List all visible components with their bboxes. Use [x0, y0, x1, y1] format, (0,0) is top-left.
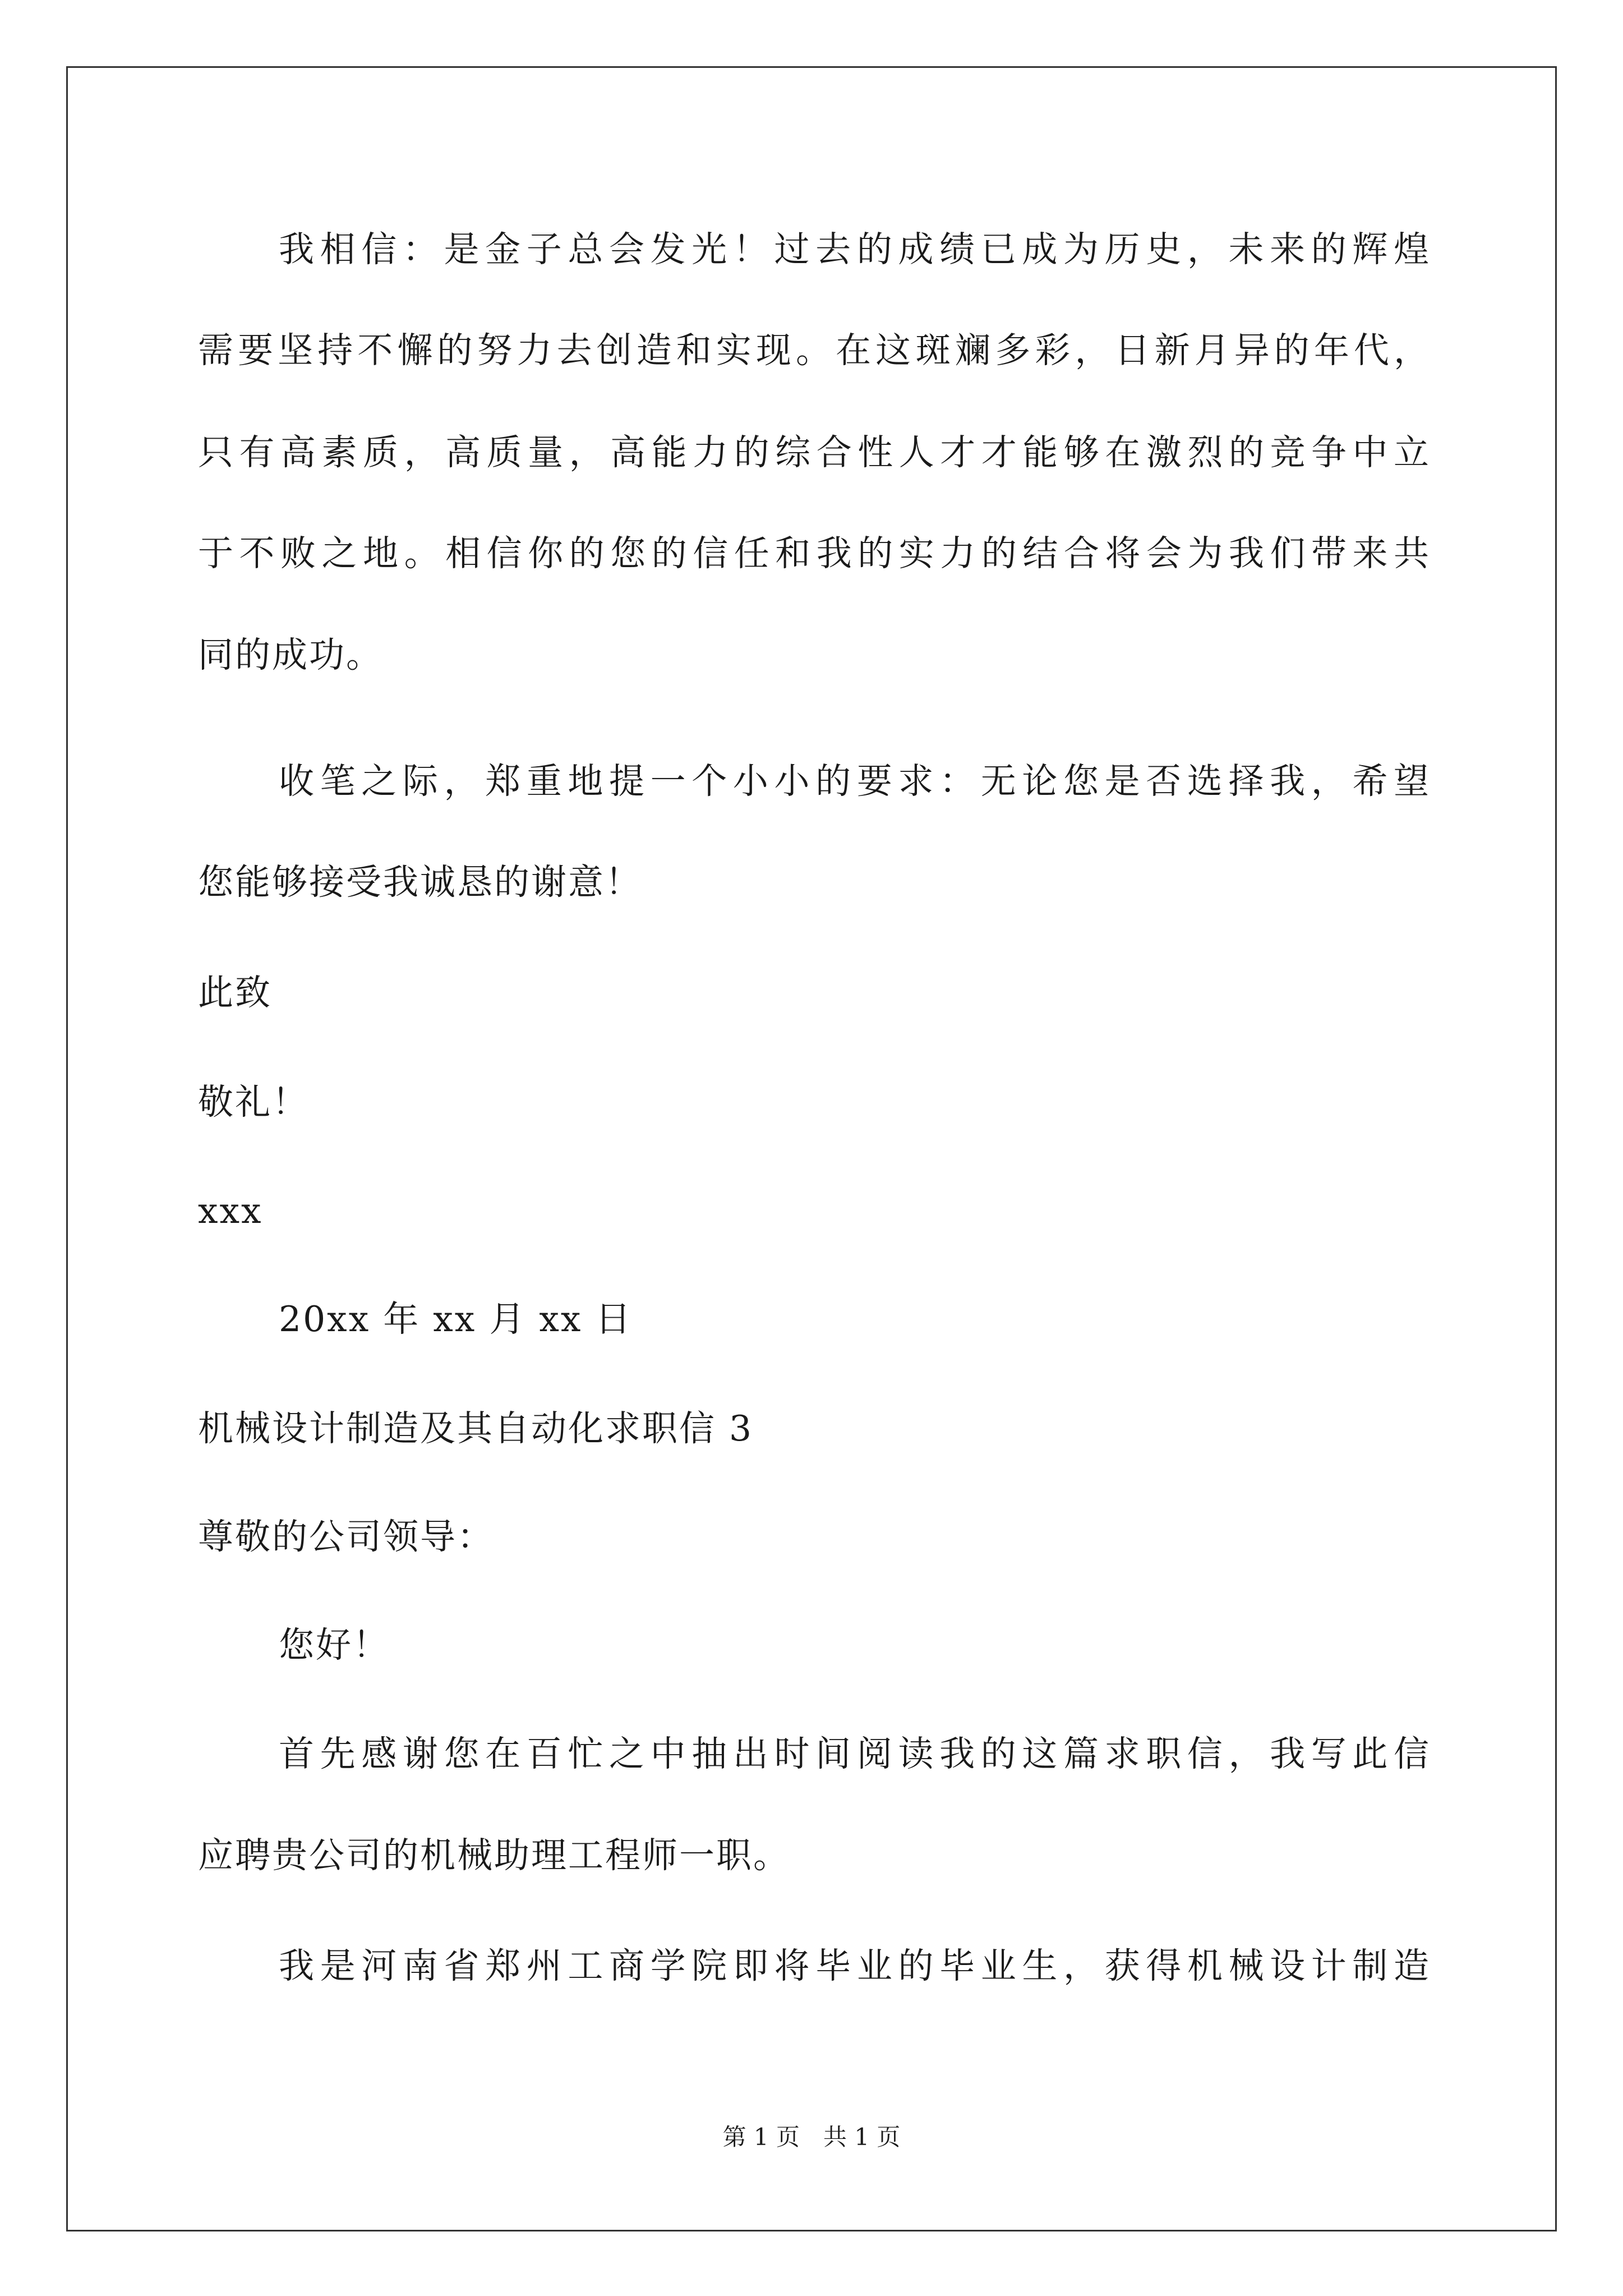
signature-name: xxx [198, 1190, 263, 1231]
signature-date: 20xx 年 xx 月 xx 日 [279, 1299, 633, 1340]
paragraph-line: 收笔之际，郑重地提一个小小的要求：无论您是否选择我，希望 [279, 761, 1429, 802]
salutation-closing: 此致 [198, 972, 272, 1013]
greeting: 您好！ [279, 1625, 390, 1665]
paragraph-line: 您能够接受我诚恳的谢意！ [198, 862, 642, 903]
page-number-footer: 第 1 页 共 1 页 [722, 2123, 901, 2151]
paragraph-line: 需要坚持不懈的努力去创造和实现。在这斑斓多彩，日新月异的年代， [198, 330, 1429, 371]
paragraph-line: 我相信：是金子总会发光！过去的成绩已成为历史，未来的辉煌 [279, 229, 1429, 270]
salutation-regards: 敬礼！ [198, 1082, 309, 1122]
paragraph-line: 只有高素质，高质量，高能力的综合性人才才能够在激烈的竞争中立 [198, 432, 1429, 473]
paragraph-line: 首先感谢您在百忙之中抽出时间阅读我的这篇求职信，我写此信 [279, 1733, 1429, 1774]
paragraph-line: 我是河南省郑州工商学院即将毕业的毕业生，获得机械设计制造 [279, 1945, 1429, 1986]
page-border [66, 66, 1557, 2231]
paragraph-line: 同的成功。 [198, 634, 383, 675]
paragraph-line: 于不败之地。相信你的您的信任和我的实力的结合将会为我们带来共 [198, 533, 1429, 574]
section-title: 机械设计制造及其自动化求职信 3 [198, 1408, 754, 1449]
paragraph-line: 应聘贵公司的机械助理工程师一职。 [198, 1835, 790, 1876]
letter-salutation: 尊敬的公司领导： [198, 1516, 494, 1557]
